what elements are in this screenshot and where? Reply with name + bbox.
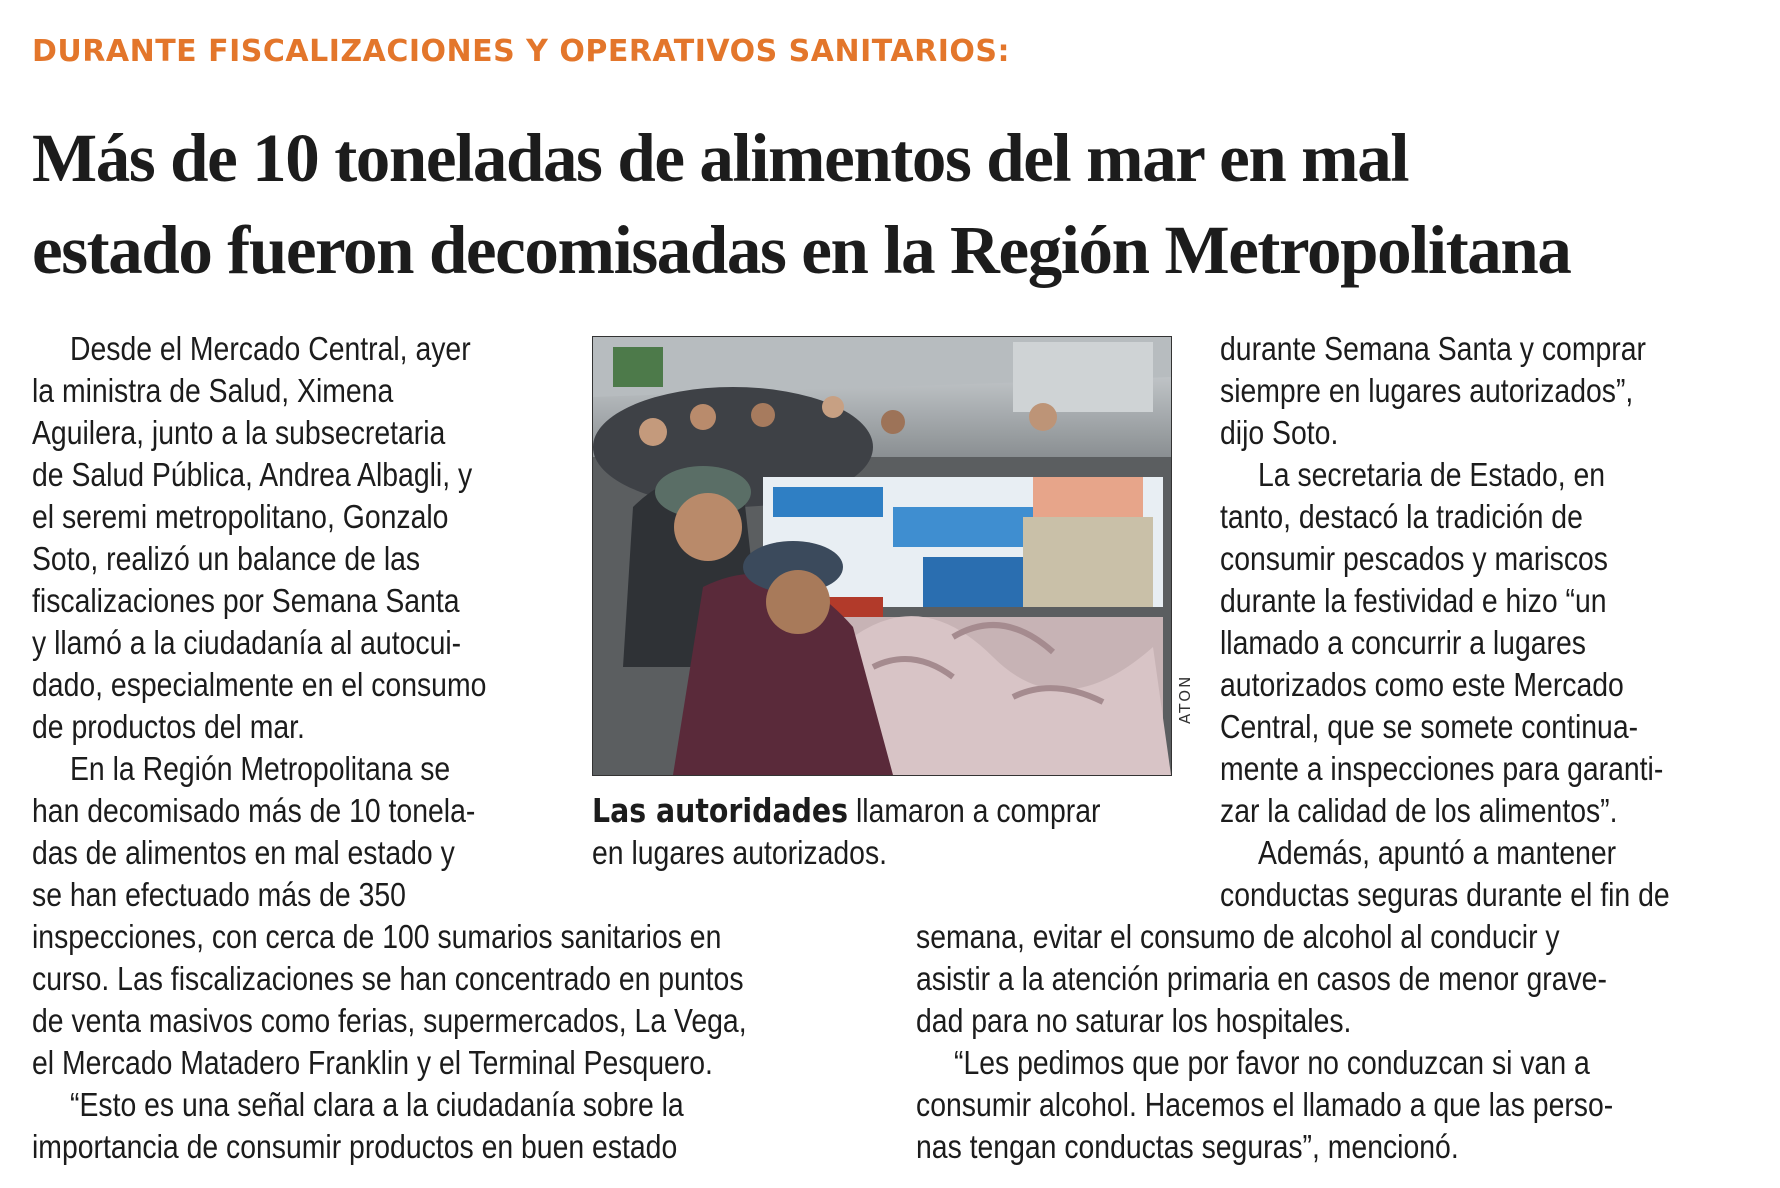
kicker: DURANTE FISCALIZACIONES Y OPERATIVOS SANITARIOS: [32,34,1010,69]
body-line: mente a inspecciones para garanti- [1220,750,1664,787]
body-line: curso. Las fiscalizaciones se han concentrado en puntos [32,960,744,997]
headline-line-1: Más de 10 toneladas de alimentos del mar en mal [32,120,1409,196]
body-line: asistir a la atención primaria en casos de menor grave- [916,960,1607,997]
body-line: Además, apuntó a mantener [1258,834,1617,871]
body-line: La secretaria de Estado, en [1258,456,1606,493]
photo-credit: ATON [1176,674,1194,724]
body-line: de productos del mar. [32,708,305,745]
body-line: dado, especialmente en el consumo [32,666,487,703]
body-line: han decomisado más de 10 tonela- [32,792,476,829]
body-line: y llamó a la ciudadanía al autocui- [32,624,462,661]
body-line: dad para no saturar los hospitales. [916,1002,1352,1039]
body-line: nas tengan conductas seguras”, mencionó. [916,1128,1459,1165]
body-line: conductas seguras durante el fin de [1220,876,1670,913]
body-line: el seremi metropolitano, Gonzalo [32,498,449,535]
body-line: “Esto es una señal clara a la ciudadanía sobre la [70,1086,684,1123]
body-line: llamado a concurrir a lugares [1220,624,1586,661]
body-line: la ministra de Salud, Ximena [32,372,394,409]
body-line: Aguilera, junto a la subsecretaria [32,414,446,451]
body-line: durante Semana Santa y comprar [1220,330,1646,367]
headline [32,112,1752,296]
body-line: tanto, destacó la tradición de [1220,498,1583,535]
photo-caption [592,790,1100,832]
body-line: Central, que se somete continua- [1220,708,1639,745]
photo-caption-line-2: en lugares autorizados. [592,834,888,871]
caption-bold: Las autoridades [592,791,849,830]
body-line: de venta masivos como ferias, supermercados, La Vega, [32,1002,747,1039]
body-line: “Les pedimos que por favor no conduzcan si van a [954,1044,1590,1081]
body-line: el Mercado Matadero Franklin y el Terminal Pesquero. [32,1044,713,1081]
body-line: das de alimentos en mal estado y [32,834,455,871]
body-line: durante la festividad e hizo “un [1220,582,1607,619]
body-line: importancia de consumir productos en buen estado [32,1128,678,1165]
body-line: zar la calidad de los alimentos”. [1220,792,1618,829]
body-line: En la Región Metropolitana se [70,750,451,787]
body-line: inspecciones, con cerca de 100 sumarios sanitarios en [32,918,722,955]
body-line: siempre en lugares autorizados”, [1220,372,1634,409]
market-photo [592,336,1172,776]
headline-line-2: estado fueron decomisadas en la Región Metropolitana [32,212,1571,288]
body-line: consumir alcohol. Hacemos el llamado a que las perso- [916,1086,1614,1123]
body-line: Desde el Mercado Central, ayer [70,330,471,367]
body-line: autorizados como este Mercado [1220,666,1624,703]
body-line: consumir pescados y mariscos [1220,540,1608,577]
body-line: se han efectuado más de 350 [32,876,406,913]
body-line: dijo Soto. [1220,414,1339,451]
body-line: fiscalizaciones por Semana Santa [32,582,460,619]
caption-text: llamaron a comprar [848,792,1101,829]
market-photo-illustration [593,337,1171,775]
body-line: Soto, realizó un balance de las [32,540,421,577]
body-line: de Salud Pública, Andrea Albagli, y [32,456,473,493]
body-line: semana, evitar el consumo de alcohol al conducir y [916,918,1560,955]
